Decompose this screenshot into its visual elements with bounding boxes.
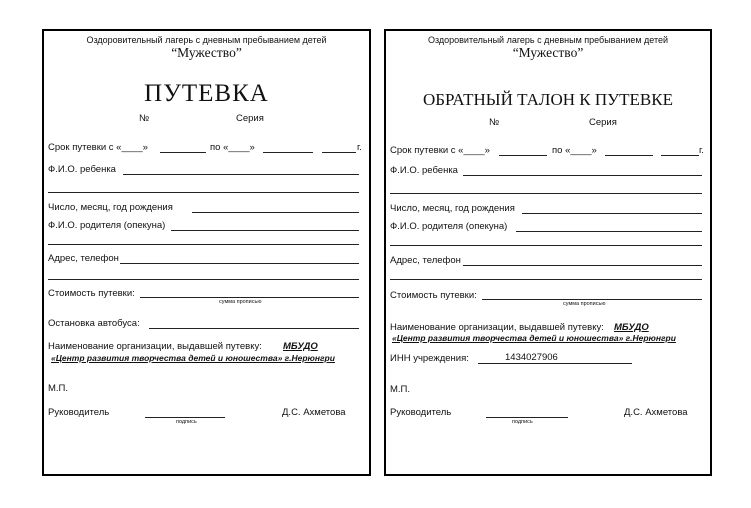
address-field-2[interactable] [48, 279, 359, 280]
signature-hint: подпись [176, 419, 197, 425]
cost-field[interactable] [140, 297, 359, 298]
org-label: Наименование организации, выдавшей путевку: [390, 322, 604, 333]
period-from-label: Срок путевки с «____» [390, 145, 490, 156]
bus-stop-label: Остановка автобуса: [48, 318, 140, 329]
stamp-label: М.П. [390, 384, 411, 395]
child-name-field[interactable] [123, 174, 359, 175]
period-from-label: Срок путевки с «____» [48, 142, 148, 153]
org-short: МБУДО [614, 322, 649, 333]
address-label: Адрес, телефон [48, 253, 119, 264]
child-name-field[interactable] [463, 175, 702, 176]
address-field[interactable] [120, 263, 359, 264]
number-label: № [489, 117, 500, 128]
period-year-field[interactable] [322, 152, 356, 153]
parent-name-field-2[interactable] [390, 245, 702, 246]
signature-field[interactable] [486, 417, 568, 418]
address-field[interactable] [463, 265, 702, 266]
inn-value: 1434027906 [505, 352, 558, 363]
period-to-label: по «____» [210, 142, 255, 153]
address-label: Адрес, телефон [390, 255, 461, 266]
birth-date-label: Число, месяц, год рождения [390, 203, 515, 214]
period-to-month-field[interactable] [605, 155, 653, 156]
birth-date-field[interactable] [192, 212, 359, 213]
inn-field[interactable] [478, 363, 632, 364]
head-label: Руководитель [390, 407, 452, 418]
inn-label: ИНН учреждения: [390, 353, 469, 364]
signature-hint: подпись [512, 419, 533, 425]
parent-name-field[interactable] [171, 230, 359, 231]
period-to-label: по «____» [552, 145, 597, 156]
cost-label: Стоимость путевки: [48, 288, 135, 299]
address-field-2[interactable] [390, 279, 702, 280]
org-full: «Центр развития творчества детей и юношества» г.Нерюнгри [51, 353, 335, 363]
voucher-title: ПУТЕВКА [144, 80, 269, 107]
child-name-field-2[interactable] [48, 192, 359, 193]
camp-name: “Мужество” [512, 45, 584, 60]
stamp-label: М.П. [48, 383, 69, 394]
parent-name-field-2[interactable] [48, 244, 359, 245]
birth-date-field[interactable] [522, 213, 702, 214]
head-name: Д.С. Ахметова [282, 407, 346, 418]
period-from-month-field[interactable] [160, 152, 206, 153]
year-suffix: г. [699, 145, 704, 156]
cost-hint: сумма прописью [563, 301, 606, 307]
period-from-month-field[interactable] [499, 155, 547, 156]
number-label: № [139, 113, 150, 124]
camp-name: “Мужество” [171, 45, 242, 60]
parent-name-label: Ф.И.О. родителя (опекуна) [48, 220, 166, 231]
child-name-label: Ф.И.О. ребенка [390, 165, 458, 176]
org-label: Наименование организации, выдавшей путевку: [48, 341, 262, 352]
voucher-card [42, 29, 371, 476]
series-label: Серия [589, 117, 617, 128]
return-slip-title: ОБРАТНЫЙ ТАЛОН К ПУТЕВКЕ [423, 90, 673, 109]
head-label: Руководитель [48, 407, 110, 418]
period-year-field[interactable] [661, 155, 699, 156]
camp-line: Оздоровительный лагерь с дневным пребыванием детей [86, 35, 327, 45]
child-name-label: Ф.И.О. ребенка [48, 164, 116, 175]
return-slip-card [384, 29, 712, 476]
parent-name-label: Ф.И.О. родителя (опекуна) [390, 221, 508, 232]
signature-field[interactable] [145, 417, 225, 418]
period-to-month-field[interactable] [263, 152, 313, 153]
cost-field[interactable] [482, 299, 702, 300]
camp-line: Оздоровительный лагерь с дневным пребыванием детей [427, 35, 669, 45]
cost-label: Стоимость путевки: [390, 290, 477, 301]
org-full: «Центр развития творчества детей и юношества» г.Нерюнгри [392, 333, 676, 343]
child-name-field-2[interactable] [390, 193, 702, 194]
cost-hint: сумма прописью [219, 299, 262, 305]
parent-name-field[interactable] [516, 231, 702, 232]
head-name: Д.С. Ахметова [624, 407, 688, 418]
year-suffix: г. [357, 142, 362, 153]
series-label: Серия [236, 113, 264, 124]
org-short: МБУДО [283, 341, 318, 352]
bus-stop-field[interactable] [149, 328, 359, 329]
birth-date-label: Число, месяц, год рождения [48, 202, 173, 213]
